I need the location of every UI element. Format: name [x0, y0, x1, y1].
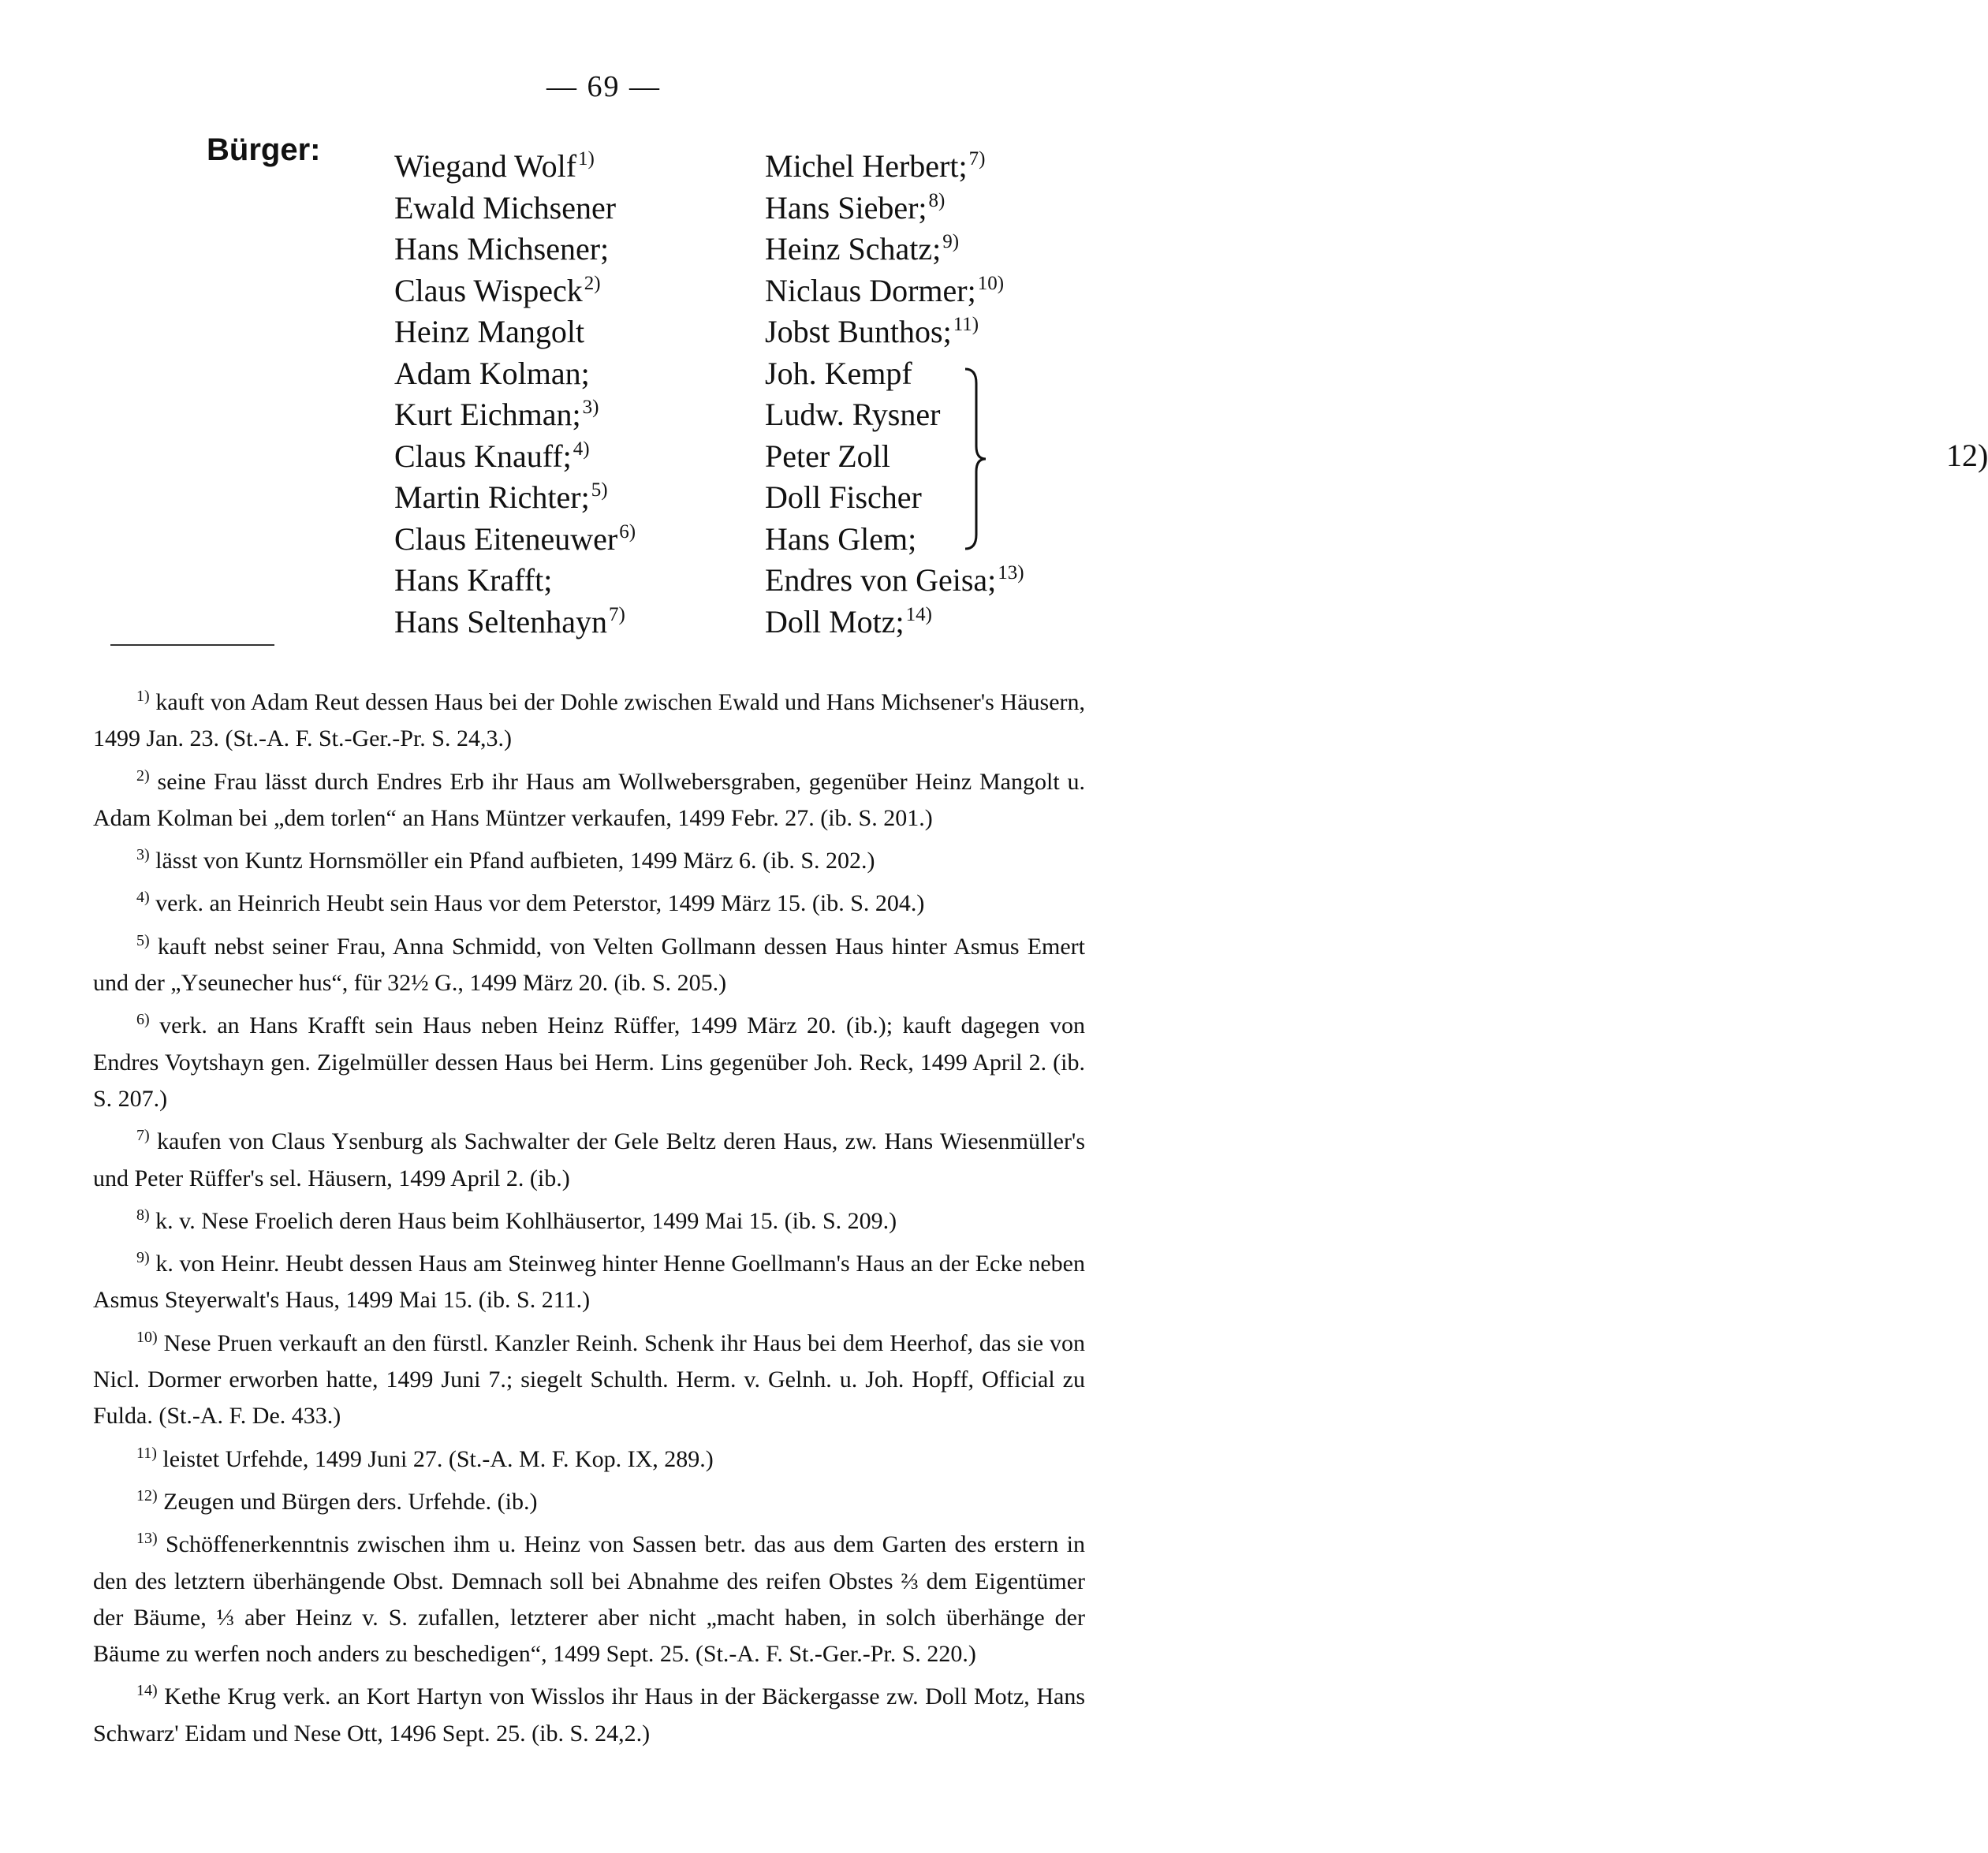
- footnote-ref: 11): [136, 1444, 157, 1462]
- footnote: $^{11)}$ leistet Urfehde, 1499 Juni 27. (St.-A. M. F. Kop. IX, 289.): [136, 1444, 714, 1472]
- footnote: $^{5)}$ kauft nebst seiner Frau, Anna Schmidd, von Velten Gollmann dessen Haus hinter Asmus Emert und der „Yseunecher hus“, für 32½ G., 1499 März 20. (ib. S. 205.): [93, 931, 1086, 997]
- footnote-marker: 8): [928, 189, 946, 211]
- footnote-ref: 8): [136, 1206, 150, 1224]
- footnote: $^{12)}$ Zeugen und Bürgen ders. Urfehde. (ib.): [136, 1486, 538, 1515]
- name-entry: Martin Richter;$^{5)}$: [394, 479, 608, 515]
- footnote: $^{8)}$ k. v. Nese Froelich deren Haus beim Kohlhäusertor, 1499 Mai 15. (ib. S. 209.): [136, 1206, 897, 1234]
- footnote-ref: 12): [136, 1486, 158, 1504]
- footnote: $^{3)}$ lässt von Kuntz Hornsmöller ein Pfand aufbieten, 1499 März 6. (ib. S. 202.): [136, 846, 875, 874]
- name-entry: Heinz Schatz;$^{9)}$: [765, 231, 960, 267]
- name-entry: Claus Eiteneuwer$^{6)}$: [394, 520, 636, 557]
- footnote: $^{10)}$ Nese Pruen verkauft an den fürstl. Kanzler Reinh. Schenk ihr Haus bei dem Heerhof, das sie von Nicl. Dormer erworben hatte, 1499 Juni 7.; siegelt Schulth. Herm. v. Gelnh. u. Joh. Hopff, Official zu Fulda. (St.-A. F. De. 433.): [93, 1328, 1086, 1430]
- footnote: $^{2)}$ seine Frau lässt durch Endres Erb ihr Haus am Wollwebersgraben, gegenüber Heinz Mangolt u. Adam Kolman bei „dem torlen“ an Hans Müntzer verkaufen, 1499 Febr. 27. (ib. S. 201.): [93, 766, 1086, 831]
- footnote-ref: 6): [136, 1011, 150, 1029]
- name-entry: Peter Zoll: [765, 438, 890, 474]
- footnote: $^{4)}$ verk. an Heinrich Heubt sein Haus vor dem Peterstor, 1499 März 15. (ib. S. 204.): [136, 889, 925, 917]
- footnote: $^{9)}$ k. von Heinr. Heubt dessen Haus am Steinweg hinter Henne Goellmann's Haus an der Ecke neben Asmus Steyerwalt's Haus, 1499 Mai 15. (ib. S. 211.): [93, 1249, 1086, 1314]
- page-number: — 69 —: [546, 70, 661, 103]
- right-brace-icon: [962, 364, 994, 554]
- name-entry: Adam Kolman;: [394, 355, 590, 391]
- name-entry: Joh. Kempf: [765, 355, 912, 391]
- name-entry: Hans Seltenhayn$^{7)}$: [394, 603, 625, 639]
- name-entry: Michel Herbert;$^{7)}$: [765, 148, 986, 184]
- right-name-column: [765, 139, 1112, 639]
- footnote-marker: 9): [942, 231, 960, 252]
- name-entry: Ludw. Rysner: [765, 397, 941, 432]
- footnote-marker: 7): [968, 148, 986, 170]
- footnote: $^{7)}$ kaufen von Claus Ysenburg als Sachwalter der Gele Beltz deren Haus, zw. Hans Wiesenmüller's und Peter Rüffer's sel. Häusern, 1499 April 2. (ib.): [93, 1127, 1086, 1191]
- name-entry: Claus Wispeck$^{2)}$: [394, 272, 601, 308]
- name-entry: Jobst Bunthos;$^{11)}$: [765, 314, 979, 349]
- section-label: Bürger:: [207, 132, 321, 167]
- footnotes: [93, 678, 1085, 1752]
- footnote-marker: 5): [591, 479, 608, 501]
- footnote-ref: 1): [136, 688, 150, 705]
- footnote-ref: 7): [136, 1127, 150, 1145]
- footnote-ref: 14): [136, 1682, 158, 1700]
- footnote-marker: 6): [619, 520, 636, 542]
- footnote-divider: [110, 644, 274, 646]
- footnote-marker: 1): [578, 148, 595, 170]
- footnote-marker: 7): [608, 603, 625, 625]
- name-entry: Hans Krafft;: [394, 562, 553, 598]
- witness-brace-group: [962, 364, 1988, 554]
- footnote: $^{14)}$ Kethe Krug verk. an Kort Hartyn von Wisslos ihr Haus in der Bäckergasse zw. Doll Motz, Hans Schwarz' Eidam und Nese Ott, 1496 Sept. 25. (ib. S. 24,2.): [93, 1682, 1085, 1747]
- footnote-ref: 13): [136, 1530, 158, 1548]
- name-entry: Endres von Geisa;$^{13)}$: [765, 562, 1024, 598]
- footnote-ref: 2): [136, 766, 150, 785]
- name-entry: Ewald Michsener: [394, 189, 617, 226]
- name-entry: Wiegand Wolf$^{1)}$: [394, 148, 595, 184]
- footnote-marker: 3): [582, 397, 599, 418]
- name-entry: Doll Fischer: [765, 479, 922, 515]
- footnote-ref: 4): [136, 889, 150, 907]
- name-entry: Hans Sieber;$^{8)}$: [765, 189, 946, 226]
- footnote: $^{13)}$ Schöffenerkenntnis zwischen ihm u. Heinz von Sassen betr. das aus dem Garten des erstern in den des letztern überhängende Obst. Demnach soll bei Abnahme des reifen Obstes ⅔ dem Eigentümer der Bäume, ⅓ aber Heinz v. S. zufallen, letzterer aber nicht „macht haben, in solch überhänge der Bäume zu werfen noch anders zu beschedigen“, 1499 Sept. 25. (St.-A. F. St.-Ger.-Pr. S. 220.): [93, 1530, 1086, 1668]
- footnote-marker: 14): [905, 603, 932, 625]
- brace-footnote-marker: 12): [1946, 438, 1988, 473]
- name-entry: Heinz Mangolt: [394, 314, 585, 349]
- footnote-ref: 3): [136, 846, 150, 864]
- name-entry: Claus Knauff;$^{4)}$: [394, 438, 590, 474]
- footnote-ref: 5): [136, 931, 150, 949]
- name-entry: Hans Michsener;: [394, 231, 610, 267]
- footnote-marker: 2): [584, 272, 601, 294]
- footnote-marker: 10): [977, 272, 1005, 294]
- footnote-marker: 11): [953, 314, 979, 335]
- footnote: $^{1)}$ kauft von Adam Reut dessen Haus bei der Dohle zwischen Ewald und Hans Michsener's Häusern, 1499 Jan. 23. (St.-A. F. St.-Ger.-Pr. S. 24,3.): [93, 688, 1086, 752]
- footnote-marker: 13): [998, 562, 1024, 583]
- footnote: $^{6)}$ verk. an Hans Krafft sein Haus neben Heinz Rüffer, 1499 März 20. (ib.); kauft dagegen von Endres Voytshayn gen. Zigelmüller dessen Haus bei Herm. Lins gegenüber Joh. Reck, 1499 April 2. (ib. S. 207.): [93, 1011, 1085, 1112]
- footnote-marker: 4): [573, 438, 590, 460]
- left-name-column: [394, 139, 725, 639]
- name-entry: Niclaus Dormer;$^{10)}$: [765, 272, 1005, 308]
- footnote-ref: 10): [136, 1328, 158, 1346]
- name-entry: Kurt Eichman;$^{3)}$: [394, 397, 599, 432]
- name-entry: Hans Glem;: [765, 520, 917, 557]
- name-entry: Doll Motz;$^{14)}$: [765, 603, 932, 639]
- footnote-ref: 9): [136, 1249, 150, 1267]
